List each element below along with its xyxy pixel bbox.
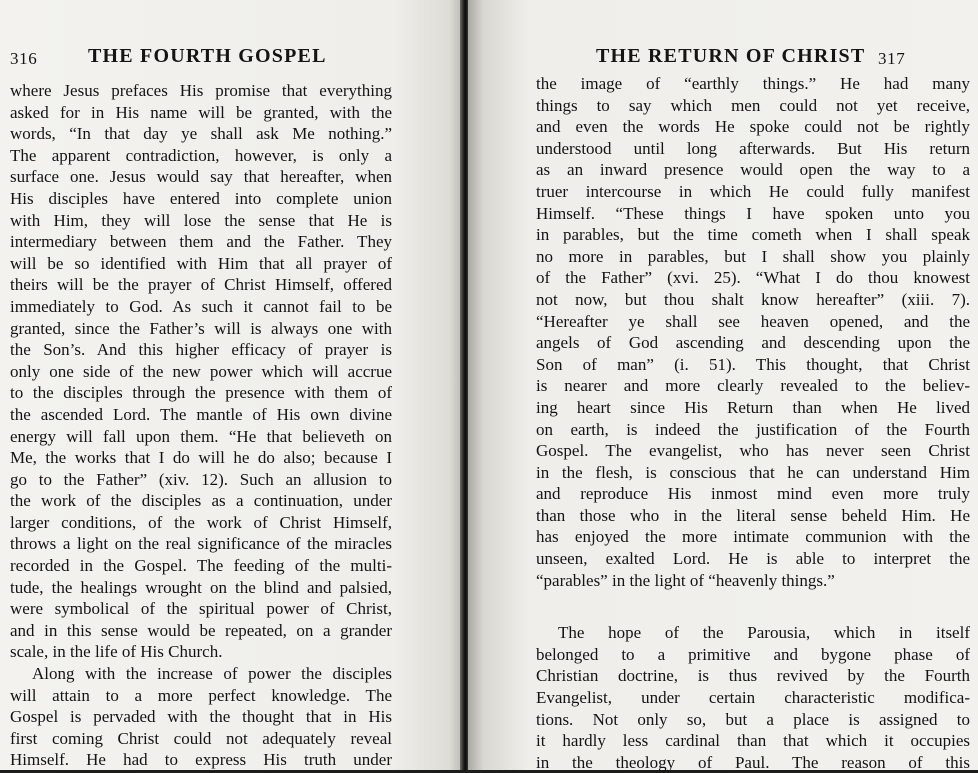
text-line: the work of the disciples as a continuation, under	[10, 491, 392, 511]
left-page-number: 316	[10, 49, 38, 68]
text-line: Gospel. The evangelist, who has never seen Christ	[536, 441, 970, 461]
text-line: Gospel is pervaded with the thought that in His	[10, 707, 392, 727]
text-line: has enjoyed the more intimate communion with the	[536, 527, 970, 547]
text-line: will be so identified with Him that all prayer of	[10, 253, 392, 273]
text-line: surface one. Jesus would say that hereafter, when	[10, 167, 392, 187]
text-line: not now, but thou shalt know hereafter” (xiii. 7).	[536, 289, 970, 309]
text-line: immediately to God. As such it cannot fail to be	[10, 296, 392, 316]
text-line: The hope of the Parousia, which in itself	[558, 623, 970, 643]
text-line: and reproduce His inmost mind even more truly	[536, 484, 970, 504]
text-line: will attain to a more perfect knowledge. The	[10, 685, 392, 705]
text-line: throws a light on the real significance of the miracles	[10, 534, 392, 554]
left-running-title: THE FOURTH GOSPEL	[88, 45, 327, 67]
text-line: energy will fall upon them. “He that believeth on	[10, 426, 392, 446]
text-line: and in this sense would be repeated, on a grander	[10, 620, 392, 640]
text-line: scale, in the life of His Church.	[10, 642, 223, 662]
text-line: Son of man” (i. 51). This thought, that Christ	[536, 354, 970, 374]
text-line: unseen, exalted Lord. He is able to interpret the	[536, 549, 970, 569]
text-line: the ascended Lord. The mantle of His own divine	[10, 404, 392, 424]
text-line: were symbolical of the spiritual power of Christ,	[10, 599, 392, 619]
text-line: it hardly less cardinal than that which it occupies	[536, 731, 970, 751]
text-line: to the disciples through the presence with them of	[10, 383, 392, 403]
text-line: in the theology of Paul. The reason of this	[536, 752, 970, 772]
paragraph-gap	[536, 591, 970, 622]
text-line: tions. Not only so, but a place is assigned to	[536, 709, 970, 729]
text-line: the Son’s. And this higher efficacy of prayer is	[10, 340, 392, 360]
text-line: only one side of the new power which will accrue	[10, 361, 392, 381]
text-line: than those who in the literal sense beheld Him. He	[536, 505, 970, 525]
text-line: The apparent contradiction, however, is only a	[10, 145, 392, 165]
text-line: theirs will be the prayer of Christ Himself, offered	[10, 275, 392, 295]
text-line: Me, the works that I do will he do also; because I	[10, 448, 392, 468]
text-line: is nearer and more clearly revealed to the believ-	[536, 376, 970, 396]
text-line: first coming Christ could not adequately reveal	[10, 728, 392, 748]
text-line: go to the Father” (xiv. 12). Such an allusion to	[10, 469, 392, 489]
text-line: of the Father” (xvi. 25). “What I do thou knowest	[536, 268, 970, 288]
text-line: no more in parables, but I shall show you plainly	[536, 246, 970, 266]
text-line: as an inward presence would open the way to a	[536, 160, 970, 180]
text-line: in parables, but the time cometh when I shall speak	[536, 225, 970, 245]
text-line: and even the words He spoke could not be rightly	[536, 117, 970, 137]
right-running-title: THE RETURN OF CHRIST	[596, 45, 866, 67]
text-line: ing heart since His Return than when He lived	[536, 397, 970, 417]
text-line: His disciples have entered into complete union	[10, 188, 392, 208]
text-line: truer intercourse in which He could fully manifest	[536, 181, 970, 201]
text-line: angels of God ascending and descending upon the	[536, 333, 970, 353]
right-page	[468, 0, 978, 770]
text-line: Himself. He had to express His truth under	[10, 750, 392, 770]
right-body-text	[536, 73, 970, 773]
text-line: words, “In that day ye shall ask Me nothing.”	[10, 124, 392, 144]
left-body-text	[10, 80, 392, 771]
text-line: asked for in His name will be granted, with the	[10, 102, 392, 122]
text-line: larger conditions, of the work of Christ Himself,	[10, 512, 392, 532]
text-line: in the flesh, is conscious that he can understand Him	[536, 462, 970, 482]
text-line: intermediary between them and the Father. They	[10, 232, 392, 252]
text-line: Evangelist, under certain characteristic modifica-	[536, 688, 970, 708]
text-line: belonged to a primitive and bygone phase of	[536, 644, 970, 664]
text-line: Christian doctrine, is thus revived by the Fourth	[536, 666, 970, 686]
text-line: things to say which men could not yet receive,	[536, 95, 970, 115]
right-page-number: 317	[878, 49, 906, 68]
text-line: granted, since the Father’s will is always one with	[10, 318, 392, 338]
text-line: on earth, is indeed the justification of the Fourth	[536, 419, 970, 439]
left-page	[0, 0, 463, 770]
text-line: where Jesus prefaces His promise that everything	[10, 81, 392, 100]
text-line: understood until long afterwards. But His return	[536, 138, 970, 158]
text-line: the image of “earthly things.” He had many	[536, 74, 970, 93]
text-line: “Hereafter ye shall see heaven opened, and the	[536, 311, 970, 331]
text-line: with Him, they will lose the sense that He is	[10, 210, 392, 230]
text-line: Himself. “These things I have spoken unto you	[536, 203, 970, 223]
text-line: recorded in the Gospel. The feeding of the multi-	[10, 556, 392, 576]
text-line: Along with the increase of power the disciples	[32, 664, 392, 684]
text-line: “parables” in the light of “heavenly things.”	[536, 570, 835, 590]
text-line: tude, the healings wrought on the blind and palsied,	[10, 577, 392, 597]
